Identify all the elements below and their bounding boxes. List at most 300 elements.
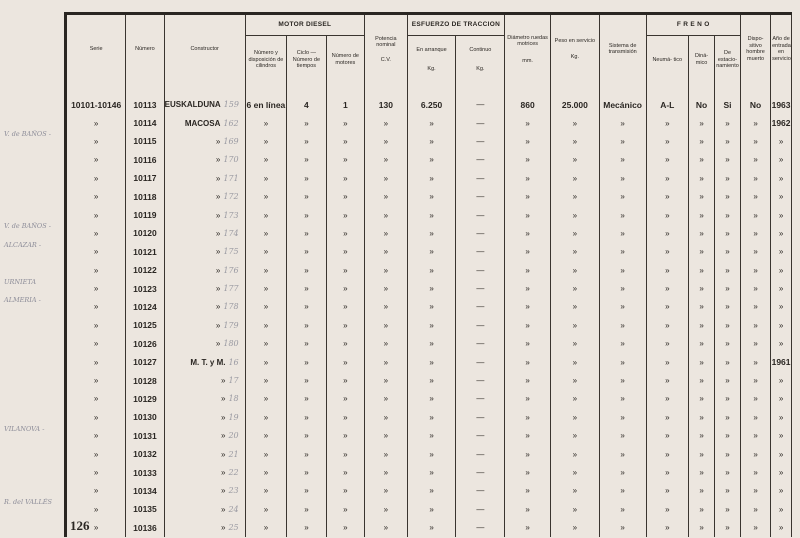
margin-note: URNIETA: [4, 277, 37, 286]
cell-freno-dinamico: »: [689, 169, 715, 187]
locomotive-table-wrap: [64, 12, 792, 533]
cell-ciclo: »: [287, 224, 326, 242]
cell-freno-neumatico: »: [646, 132, 689, 150]
cell-motores: »: [326, 408, 364, 426]
cell-freno-estacionamiento: »: [715, 353, 741, 371]
cell-potencia: »: [365, 169, 408, 187]
handwritten-number: 23: [228, 486, 239, 496]
cell-cilindros: »: [245, 261, 287, 279]
cell-freno-estacionamiento: »: [715, 518, 741, 536]
cell-freno-neumatico: »: [646, 463, 689, 481]
cell-peso: »: [550, 169, 599, 187]
handwritten-number: 18: [228, 394, 239, 404]
cell-potencia: »: [365, 114, 408, 132]
cell-sistema: »: [599, 371, 646, 389]
header-continuo-unit: Kg.: [476, 65, 485, 72]
cell-ciclo: »: [287, 132, 326, 150]
cell-serie: »: [66, 518, 126, 536]
cell-freno-neumatico: »: [646, 114, 689, 132]
cell-sistema: »: [599, 298, 646, 316]
cell-cilindros: »: [245, 132, 287, 150]
cell-continuo: —: [456, 206, 505, 224]
cell-cilindros: »: [245, 518, 287, 536]
handwritten-number: 20: [228, 431, 239, 441]
constructor-name: MACOSA: [184, 118, 221, 128]
cell-freno-dinamico: »: [689, 371, 715, 389]
cell-constructor: [164, 353, 245, 371]
cell-arranque: »: [407, 316, 456, 334]
cell-continuo: —: [456, 408, 505, 426]
cell-diametro: »: [505, 482, 551, 500]
cell-cilindros: »: [245, 482, 287, 500]
cell-sistema: »: [599, 353, 646, 371]
cell-continuo: —: [456, 445, 505, 463]
table-row: [66, 445, 792, 463]
cell-diametro: »: [505, 151, 551, 169]
cell-continuo: —: [456, 390, 505, 408]
constructor-name: »: [215, 320, 221, 330]
cell-peso: »: [550, 390, 599, 408]
cell-diametro: »: [505, 463, 551, 481]
cell-serie: »: [66, 463, 126, 481]
cell-continuo: —: [456, 518, 505, 536]
cell-sistema: »: [599, 114, 646, 132]
cell-serie: »: [66, 482, 126, 500]
cell-dispositivo: »: [741, 243, 771, 261]
cell-continuo: —: [456, 96, 505, 114]
cell-freno-estacionamiento: »: [715, 427, 741, 445]
cell-freno-neumatico: A-L: [646, 96, 689, 114]
cell-anno: »: [771, 243, 792, 261]
header-constructor: Constructor: [164, 14, 245, 84]
cell-peso: »: [550, 371, 599, 389]
constructor-name: »: [221, 394, 226, 404]
cell-constructor: [164, 298, 245, 316]
cell-freno-dinamico: »: [689, 224, 715, 242]
cell-diametro: »: [505, 371, 551, 389]
cell-dispositivo: »: [741, 132, 771, 150]
cell-anno: »: [771, 316, 792, 334]
table-row: [66, 500, 792, 518]
table-row: [66, 169, 792, 187]
cell-arranque: »: [407, 279, 456, 297]
cell-freno-dinamico: »: [689, 500, 715, 518]
header-potencia: [365, 14, 408, 84]
cell-anno: »: [771, 500, 792, 518]
cell-dispositivo: »: [741, 445, 771, 463]
constructor-name: EUSKALDUNA: [164, 100, 221, 110]
cell-freno-neumatico: »: [646, 316, 689, 334]
cell-anno: »: [771, 445, 792, 463]
cell-diametro: »: [505, 187, 551, 205]
cell-serie: »: [66, 132, 126, 150]
cell-arranque: »: [407, 169, 456, 187]
cell-ciclo: »: [287, 151, 326, 169]
cell-freno-dinamico: »: [689, 151, 715, 169]
cell-freno-dinamico: »: [689, 482, 715, 500]
cell-diametro: »: [505, 279, 551, 297]
cell-diametro: »: [505, 132, 551, 150]
cell-continuo: —: [456, 500, 505, 518]
cell-serie: »: [66, 187, 126, 205]
cell-diametro: »: [505, 518, 551, 536]
cell-potencia: »: [365, 500, 408, 518]
cell-constructor: [164, 243, 245, 261]
cell-serie: »: [66, 243, 126, 261]
cell-freno-estacionamiento: »: [715, 151, 741, 169]
cell-potencia: »: [365, 371, 408, 389]
cell-numero: 10118: [126, 187, 164, 205]
cell-dispositivo: »: [741, 518, 771, 536]
cell-sistema: »: [599, 206, 646, 224]
cell-dispositivo: »: [741, 279, 771, 297]
cell-constructor: [164, 518, 245, 536]
cell-dispositivo: »: [741, 353, 771, 371]
cell-peso: »: [550, 445, 599, 463]
cell-motores: 1: [326, 96, 364, 114]
cell-diametro: »: [505, 316, 551, 334]
cell-constructor: [164, 169, 245, 187]
cell-numero: 10113: [126, 96, 164, 114]
cell-arranque: 6.250: [407, 96, 456, 114]
cell-peso: »: [550, 500, 599, 518]
table-row: [66, 224, 792, 242]
handwritten-number: 175: [223, 247, 239, 257]
cell-ciclo: »: [287, 187, 326, 205]
cell-anno: »: [771, 390, 792, 408]
cell-freno-dinamico: »: [689, 463, 715, 481]
cell-arranque: »: [407, 224, 456, 242]
cell-cilindros: »: [245, 206, 287, 224]
constructor-name: »: [215, 302, 221, 312]
cell-ciclo: »: [287, 114, 326, 132]
handwritten-number: 17: [228, 376, 239, 386]
cell-anno: »: [771, 279, 792, 297]
cell-arranque: »: [407, 463, 456, 481]
cell-constructor: [164, 500, 245, 518]
cell-numero: 10125: [126, 316, 164, 334]
handwritten-number: 177: [223, 284, 239, 294]
cell-constructor: [164, 390, 245, 408]
cell-ciclo: »: [287, 316, 326, 334]
constructor-name: »: [215, 192, 221, 202]
cell-diametro: »: [505, 206, 551, 224]
handwritten-number: 179: [223, 320, 239, 330]
constructor-name: »: [221, 468, 226, 477]
cell-dispositivo: »: [741, 224, 771, 242]
cell-freno-estacionamiento: »: [715, 114, 741, 132]
cell-ciclo: »: [287, 206, 326, 224]
header-freno-dinamico: Diná- mico: [689, 36, 715, 84]
cell-diametro: »: [505, 335, 551, 353]
handwritten-number: 170: [223, 155, 239, 165]
cell-freno-dinamico: »: [689, 353, 715, 371]
cell-dispositivo: »: [741, 151, 771, 169]
header-motor-motores: Número de motores: [326, 36, 364, 84]
cell-ciclo: »: [287, 500, 326, 518]
table-row: [66, 408, 792, 426]
cell-constructor: [164, 206, 245, 224]
header-motor-numero: Número y disposición de cilindros: [245, 36, 287, 84]
header-continuo-label: Continuo: [469, 47, 492, 54]
cell-numero: 10116: [126, 151, 164, 169]
cell-freno-estacionamiento: »: [715, 279, 741, 297]
cell-serie: »: [66, 151, 126, 169]
cell-numero: 10120: [126, 224, 164, 242]
cell-dispositivo: »: [741, 206, 771, 224]
cell-motores: »: [326, 335, 364, 353]
cell-cilindros: »: [245, 353, 287, 371]
cell-dispositivo: »: [741, 316, 771, 334]
constructor-name: »: [215, 247, 221, 257]
cell-anno: »: [771, 408, 792, 426]
cell-freno-estacionamiento: Si: [715, 96, 741, 114]
cell-diametro: »: [505, 169, 551, 187]
cell-motores: »: [326, 224, 364, 242]
cell-continuo: —: [456, 151, 505, 169]
header-serie: Serie: [66, 14, 126, 84]
cell-freno-neumatico: »: [646, 187, 689, 205]
cell-potencia: »: [365, 279, 408, 297]
cell-cilindros: »: [245, 298, 287, 316]
cell-continuo: —: [456, 335, 505, 353]
cell-potencia: »: [365, 151, 408, 169]
cell-motores: »: [326, 132, 364, 150]
handwritten-number: 19: [228, 412, 239, 422]
cell-ciclo: »: [287, 445, 326, 463]
cell-freno-dinamico: »: [689, 445, 715, 463]
cell-sistema: »: [599, 169, 646, 187]
cell-freno-estacionamiento: »: [715, 261, 741, 279]
header-motor-ciclo: Ciclo — Número de tiempos: [287, 36, 326, 84]
margin-note: ALMERIA -: [4, 296, 41, 304]
cell-anno: »: [771, 224, 792, 242]
cell-freno-dinamico: No: [689, 96, 715, 114]
cell-motores: »: [326, 518, 364, 536]
cell-cilindros: »: [245, 187, 287, 205]
cell-freno-dinamico: »: [689, 132, 715, 150]
cell-dispositivo: »: [741, 298, 771, 316]
cell-dispositivo: No: [741, 96, 771, 114]
cell-serie: »: [66, 335, 126, 353]
cell-motores: »: [326, 298, 364, 316]
cell-peso: »: [550, 463, 599, 481]
cell-freno-dinamico: »: [689, 335, 715, 353]
cell-freno-dinamico: »: [689, 298, 715, 316]
cell-motores: »: [326, 371, 364, 389]
cell-freno-estacionamiento: »: [715, 482, 741, 500]
margin-note: VILANOVA -: [4, 424, 45, 433]
cell-anno: »: [771, 132, 792, 150]
margin-note: V. de BAÑOS -: [4, 130, 51, 139]
cell-freno-dinamico: »: [689, 187, 715, 205]
cell-continuo: —: [456, 279, 505, 297]
cell-serie: »: [66, 114, 126, 132]
cell-arranque: »: [407, 371, 456, 389]
cell-peso: »: [550, 114, 599, 132]
cell-motores: »: [326, 500, 364, 518]
margin-note: V. de BAÑOS -: [4, 222, 51, 231]
constructor-name: »: [215, 173, 221, 183]
cell-freno-neumatico: »: [646, 224, 689, 242]
cell-potencia: »: [365, 482, 408, 500]
cell-anno: »: [771, 335, 792, 353]
cell-diametro: »: [505, 261, 551, 279]
cell-potencia: »: [365, 353, 408, 371]
cell-freno-estacionamiento: »: [715, 500, 741, 518]
table-row: [66, 132, 792, 150]
cell-freno-neumatico: »: [646, 408, 689, 426]
constructor-name: »: [221, 504, 226, 514]
table-row: [66, 316, 792, 334]
cell-diametro: 860: [505, 96, 551, 114]
cell-peso: »: [550, 482, 599, 500]
cell-continuo: —: [456, 243, 505, 261]
cell-sistema: »: [599, 316, 646, 334]
cell-dispositivo: »: [741, 114, 771, 132]
cell-freno-estacionamiento: »: [715, 132, 741, 150]
cell-freno-dinamico: »: [689, 427, 715, 445]
handwritten-number: 24: [228, 504, 239, 514]
cell-freno-dinamico: »: [689, 408, 715, 426]
cell-diametro: »: [505, 445, 551, 463]
cell-potencia: »: [365, 463, 408, 481]
cell-numero: 10122: [126, 261, 164, 279]
cell-cilindros: »: [245, 169, 287, 187]
cell-motores: »: [326, 243, 364, 261]
cell-potencia: »: [365, 243, 408, 261]
cell-diametro: »: [505, 243, 551, 261]
cell-diametro: »: [505, 298, 551, 316]
cell-continuo: —: [456, 114, 505, 132]
constructor-name: »: [215, 228, 221, 238]
cell-cilindros: »: [245, 279, 287, 297]
cell-numero: 10131: [126, 427, 164, 445]
header-dispositivo: Dispo- sitivo hombre muerto: [741, 14, 771, 84]
cell-motores: »: [326, 279, 364, 297]
header-potencia-label: Potencia nominal: [375, 35, 397, 48]
cell-arranque: »: [407, 482, 456, 500]
constructor-name: »: [221, 376, 226, 386]
handwritten-number: 176: [223, 265, 239, 275]
cell-sistema: »: [599, 518, 646, 536]
cell-arranque: »: [407, 298, 456, 316]
cell-freno-neumatico: »: [646, 261, 689, 279]
table-row: [66, 114, 792, 132]
cell-cilindros: »: [245, 224, 287, 242]
cell-peso: »: [550, 427, 599, 445]
header-diametro-label: Diámetro ruedas motrices: [507, 34, 548, 47]
cell-continuo: —: [456, 371, 505, 389]
cell-continuo: —: [456, 169, 505, 187]
cell-numero: 10124: [126, 298, 164, 316]
constructor-name: »: [221, 431, 226, 441]
cell-cilindros: »: [245, 445, 287, 463]
cell-peso: »: [550, 279, 599, 297]
cell-potencia: »: [365, 408, 408, 426]
cell-freno-dinamico: »: [689, 316, 715, 334]
cell-serie: »: [66, 206, 126, 224]
handwritten-number: 162: [223, 118, 239, 128]
handwritten-number: 22: [228, 468, 239, 477]
header-numero: Número: [126, 14, 164, 84]
cell-constructor: [164, 187, 245, 205]
cell-numero: 10119: [126, 206, 164, 224]
cell-constructor: [164, 96, 245, 114]
cell-continuo: —: [456, 187, 505, 205]
cell-sistema: »: [599, 445, 646, 463]
cell-anno: »: [771, 151, 792, 169]
cell-diametro: »: [505, 408, 551, 426]
cell-anno: 1962: [771, 114, 792, 132]
cell-freno-estacionamiento: »: [715, 169, 741, 187]
cell-peso: »: [550, 335, 599, 353]
cell-peso: »: [550, 187, 599, 205]
cell-serie: »: [66, 261, 126, 279]
cell-serie: »: [66, 427, 126, 445]
cell-peso: »: [550, 298, 599, 316]
cell-potencia: »: [365, 224, 408, 242]
cell-potencia: »: [365, 206, 408, 224]
cell-continuo: —: [456, 316, 505, 334]
cell-diametro: »: [505, 353, 551, 371]
cell-freno-estacionamiento: »: [715, 298, 741, 316]
cell-dispositivo: »: [741, 482, 771, 500]
table-row: [66, 463, 792, 481]
cell-peso: »: [550, 518, 599, 536]
constructor-name: »: [215, 284, 221, 294]
cell-freno-estacionamiento: »: [715, 390, 741, 408]
cell-dispositivo: »: [741, 463, 771, 481]
header-spacer-row: [66, 84, 792, 96]
cell-dispositivo: »: [741, 187, 771, 205]
cell-serie: »: [66, 390, 126, 408]
cell-dispositivo: »: [741, 371, 771, 389]
cell-diametro: »: [505, 500, 551, 518]
constructor-name: »: [215, 265, 221, 275]
cell-motores: »: [326, 316, 364, 334]
handwritten-number: 171: [223, 173, 239, 183]
cell-peso: »: [550, 132, 599, 150]
cell-freno-neumatico: »: [646, 279, 689, 297]
constructor-name: »: [215, 210, 221, 220]
cell-freno-estacionamiento: »: [715, 243, 741, 261]
cell-anno: »: [771, 206, 792, 224]
cell-cilindros: »: [245, 151, 287, 169]
cell-cilindros: »: [245, 316, 287, 334]
cell-constructor: [164, 427, 245, 445]
header-esfuerzo-continuo: [456, 36, 505, 84]
cell-potencia: »: [365, 132, 408, 150]
cell-sistema: »: [599, 261, 646, 279]
cell-numero: 10133: [126, 463, 164, 481]
cell-freno-estacionamiento: »: [715, 224, 741, 242]
cell-serie: »: [66, 224, 126, 242]
cell-motores: »: [326, 445, 364, 463]
table-row: [66, 482, 792, 500]
handwritten-number: 25: [228, 523, 239, 533]
cell-continuo: —: [456, 482, 505, 500]
cell-continuo: —: [456, 132, 505, 150]
cell-freno-neumatico: »: [646, 335, 689, 353]
cell-serie: »: [66, 445, 126, 463]
handwritten-number: 174: [223, 228, 239, 238]
cell-freno-estacionamiento: »: [715, 445, 741, 463]
cell-potencia: »: [365, 335, 408, 353]
cell-dispositivo: »: [741, 408, 771, 426]
cell-continuo: —: [456, 298, 505, 316]
cell-arranque: »: [407, 187, 456, 205]
